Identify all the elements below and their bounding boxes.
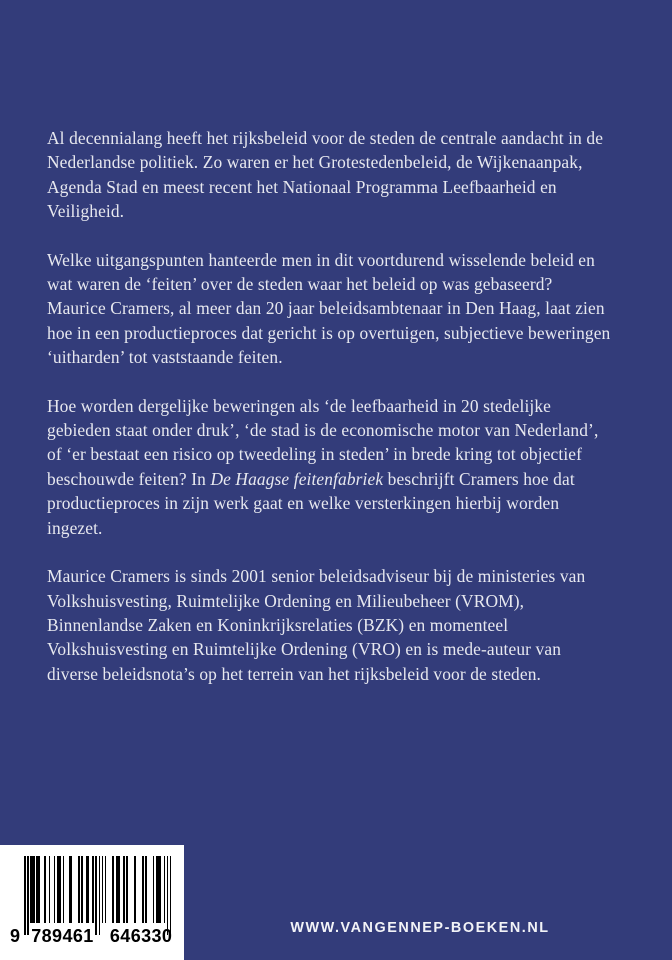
- book-title-italic: De Haagse feitenfabriek: [210, 468, 384, 489]
- blurb-text-block: [47, 126, 615, 686]
- blurb-paragraph-3-tail: beschrijft Cramers hoe dat productieproces in zijn werk gaat en welke versterkingen hierbij worden ingezet.: [47, 468, 575, 538]
- blurb-paragraph-3: [47, 394, 615, 540]
- barcode-bar: [134, 856, 136, 923]
- barcode-bar: [36, 856, 39, 923]
- barcode-bar: [126, 856, 128, 923]
- barcode-bar: [164, 856, 166, 923]
- barcode-bar: [153, 856, 155, 923]
- blurb-paragraph-3-lead: Hoe worden dergelijke beweringen als ‘de leefbaarheid in 20 stedelijke gebieden staat onder druk’, ‘de stad is de economische motor van Nederland’, of ‘er bestaat een risico op tweedeling in steden’ in brede kring tot objectief beschouwde feiten? In: [47, 395, 599, 489]
- barcode-bar: [145, 856, 147, 923]
- barcode-bars: [24, 856, 172, 923]
- barcode-bar: [105, 856, 107, 923]
- barcode-bar: [69, 856, 72, 923]
- blurb-paragraph-1: Al decennialang heeft het rijksbeleid voor de steden de centrale aandacht in de Nederlandse politiek. Zo waren er het Grotestedenbeleid, de Wijkenaanpak, Agenda Stad en meest recent het Nationaal Programma Leefbaarheid en Veiligheid.: [47, 128, 604, 222]
- barcode-bar: [86, 856, 89, 923]
- barcode-bar: [156, 856, 161, 923]
- barcode-bar: [57, 856, 62, 923]
- isbn-barcode-panel: [0, 845, 184, 960]
- blurb-paragraph-2: Welke uitgangspunten hanteerde men in dit voortdurend wisselende beleid en wat waren de ‘feiten’ over de steden waar het beleid op was gebaseerd? Maurice Cramers, al meer dan 20 jaar beleidsambtenaar in Den Haag, laat zien hoe in een productieproces dat gericht is op overtuigen, subjectieve beweringen ‘uitharden’ tot vaststaande feiten.: [47, 249, 611, 368]
- barcode-digits: 9 789461 646330: [10, 926, 173, 946]
- barcode-bar: [123, 856, 125, 923]
- barcode-bar: [63, 856, 65, 923]
- barcode-bar: [142, 856, 144, 923]
- barcode-bar: [81, 856, 83, 923]
- barcode-bar: [44, 856, 46, 923]
- barcode-bar: [112, 856, 114, 923]
- barcode-bar: [102, 856, 104, 923]
- author-bio-paragraph: Maurice Cramers is sinds 2001 senior beleidsadviseur bij de ministeries van Volkshuisvesting, Ruimtelijke Ordening en Milieubeheer (VROM), Binnenlandse Zaken en Koninkrijksrelaties (BZK) en momenteel Volkshuisvesting en Ruimtelijke Ordening (VRO) en is mede-auteur van diverse beleidsnota’s op het terrein van het rijksbeleid voor de steden.: [47, 566, 586, 684]
- barcode-bar: [30, 856, 35, 923]
- publisher-website-url: WWW.VANGENNEP-BOEKEN.NL: [290, 920, 550, 936]
- barcode-bar: [116, 856, 121, 923]
- barcode-bar: [92, 856, 94, 923]
- barcode-bar: [49, 856, 51, 923]
- barcode-bar: [78, 856, 80, 923]
- barcode-bar: [54, 856, 56, 923]
